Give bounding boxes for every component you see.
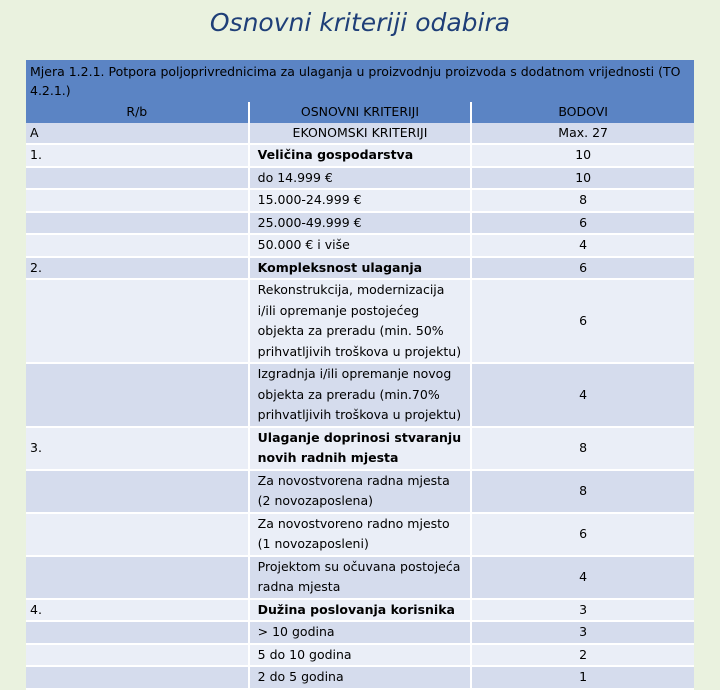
table-row [26, 470, 694, 513]
row-number [26, 363, 249, 427]
table-row [26, 599, 694, 622]
table-row [26, 189, 694, 212]
row-number [26, 212, 249, 235]
criterion-points: 8 [471, 470, 694, 513]
criterion-option: Rekonstrukcija, modernizacija i/ili opremanje postojećeg objekta za preradu (min. 50% prihvatljivih troškova u projektu) [249, 279, 472, 363]
header-points: BODOVI [471, 102, 694, 123]
row-number: 1. [26, 144, 249, 167]
criterion-points: 6 [471, 513, 694, 556]
criterion-points: 6 [471, 212, 694, 235]
criterion-points: 6 [471, 257, 694, 280]
criterion-title: Veličina gospodarstva [249, 144, 472, 167]
table-row [26, 279, 694, 363]
criterion-title: Kompleksnost ulaganja [249, 257, 472, 280]
row-number [26, 666, 249, 689]
criterion-option: Za novostvorena radna mjesta (2 novozaposlena) [249, 470, 472, 513]
table-row [26, 257, 694, 280]
measure-title: Mjera 1.2.1. Potpora poljoprivrednicima za ulaganja u proizvodnju proizvoda s dodatnom vrijednosti (TO 4.2.1.) [26, 60, 694, 102]
section-name: EKONOMSKI KRITERIJI [249, 123, 472, 145]
criterion-points: 6 [471, 279, 694, 363]
criterion-option: Izgradnja i/ili opremanje novog objekta za preradu (min.70% prihvatljivih troškova u projektu) [249, 363, 472, 427]
criterion-points: 3 [471, 599, 694, 622]
criterion-points: 10 [471, 144, 694, 167]
column-header-row [26, 102, 694, 123]
row-number [26, 234, 249, 257]
criterion-title: Ulaganje doprinosi stvaranju novih radnih mjesta [249, 427, 472, 470]
criterion-option: 2 do 5 godina [249, 666, 472, 689]
header-criteria: OSNOVNI KRITERIJI [249, 102, 472, 123]
header-rb: R/b [26, 102, 249, 123]
table-row [26, 644, 694, 667]
table-row [26, 234, 694, 257]
table-row [26, 666, 694, 689]
criterion-option: 15.000-24.999 € [249, 189, 472, 212]
table-row [26, 621, 694, 644]
criterion-option: do 14.999 € [249, 167, 472, 190]
table-row [26, 513, 694, 556]
criterion-option: > 10 godina [249, 621, 472, 644]
criterion-points: 8 [471, 427, 694, 470]
table-row [26, 212, 694, 235]
row-number [26, 189, 249, 212]
criterion-points: 8 [471, 189, 694, 212]
row-number: 3. [26, 427, 249, 470]
criterion-points: 4 [471, 556, 694, 599]
criterion-option: 5 do 10 godina [249, 644, 472, 667]
criterion-title: Dužina poslovanja korisnika [249, 599, 472, 622]
criterion-points: 1 [471, 666, 694, 689]
criterion-option: 25.000-49.999 € [249, 212, 472, 235]
section-rb: A [26, 123, 249, 145]
criterion-points: 4 [471, 363, 694, 427]
page-title: Osnovni kriteriji odabira [209, 8, 511, 37]
criterion-points: 10 [471, 167, 694, 190]
row-number: 4. [26, 599, 249, 622]
table-row [26, 167, 694, 190]
row-number [26, 470, 249, 513]
criteria-table [26, 60, 694, 690]
row-number [26, 621, 249, 644]
table-row [26, 363, 694, 427]
criterion-option: 50.000 € i više [249, 234, 472, 257]
row-number [26, 556, 249, 599]
table-row [26, 427, 694, 470]
criterion-points: 3 [471, 621, 694, 644]
row-number [26, 279, 249, 363]
criterion-points: 4 [471, 234, 694, 257]
row-number: 2. [26, 257, 249, 280]
section-row [26, 123, 694, 145]
section-points: Max. 27 [471, 123, 694, 145]
row-number [26, 513, 249, 556]
criterion-points: 2 [471, 644, 694, 667]
criterion-option: Projektom su očuvana postojeća radna mjesta [249, 556, 472, 599]
table-row [26, 556, 694, 599]
table-row [26, 144, 694, 167]
criterion-option: Za novostvoreno radno mjesto (1 novozaposleni) [249, 513, 472, 556]
row-number [26, 167, 249, 190]
row-number [26, 644, 249, 667]
measure-header-row [26, 60, 694, 102]
